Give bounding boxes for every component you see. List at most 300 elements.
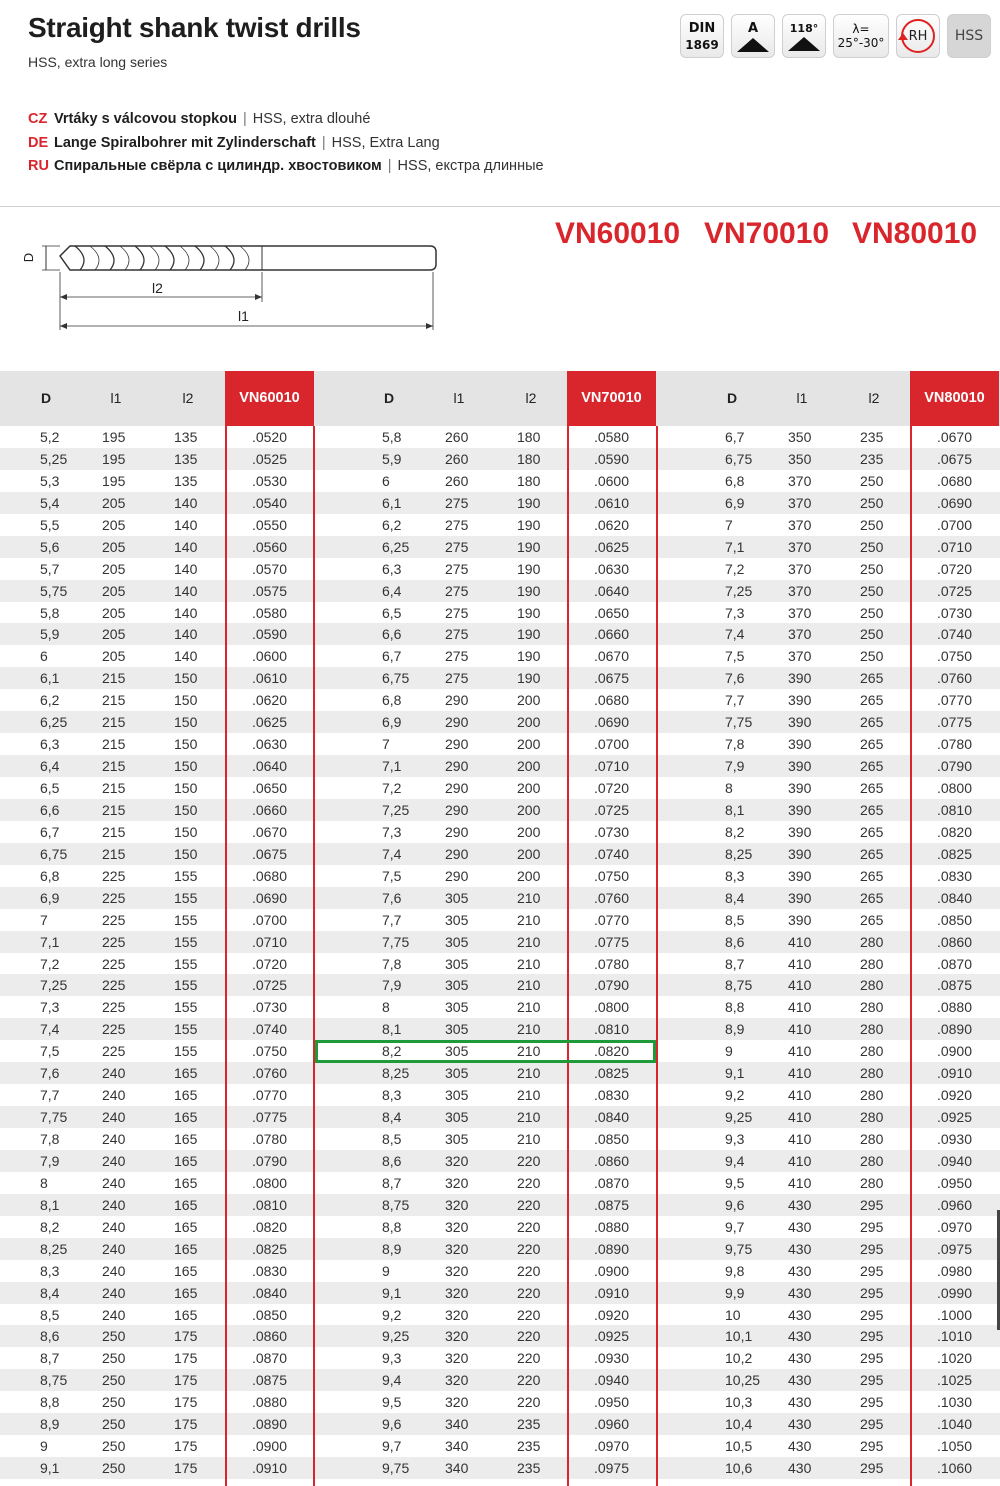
table-cell: .1025	[936, 1372, 973, 1389]
table-cell: 290	[445, 845, 469, 862]
table-cell: 7,6	[382, 889, 402, 906]
table-cell: .0670	[251, 823, 288, 840]
table-cell: 155	[174, 911, 198, 928]
table-cell: .0820	[936, 823, 973, 840]
table-cell: 6,8	[382, 692, 402, 709]
table-row	[0, 1150, 1000, 1172]
table-row	[0, 1435, 1000, 1457]
table-cell: 5,8	[40, 604, 60, 621]
angle-shape-icon	[788, 37, 820, 51]
table-cell: 6,5	[40, 780, 60, 796]
table-row	[0, 777, 1000, 799]
drill-drawing	[20, 222, 450, 342]
table-body	[0, 426, 1000, 1479]
lang-line-de	[28, 135, 440, 151]
table-cell: .0575	[251, 582, 288, 599]
table-cell: .0960	[936, 1196, 973, 1213]
table-cell: 7,6	[725, 670, 745, 687]
din-number: 1869	[685, 37, 719, 52]
table-cell: 340	[445, 1416, 469, 1433]
table-cell: 7,75	[382, 933, 410, 950]
table-cell: .0860	[251, 1328, 288, 1345]
table-cell: 250	[860, 604, 884, 621]
table-cell: 220	[517, 1218, 541, 1235]
table-row	[0, 1194, 1000, 1216]
table-cell: 9,1	[725, 1065, 745, 1082]
l2-label: l2	[152, 280, 163, 296]
table-cell: 275	[445, 604, 469, 621]
table-cell: 140	[174, 604, 198, 621]
table-row	[0, 865, 1000, 887]
table-cell: 240	[102, 1306, 126, 1323]
table-cell: 150	[174, 714, 198, 731]
table-cell: 305	[445, 955, 469, 972]
table-cell: 8	[40, 1174, 48, 1191]
table-cell: 150	[174, 758, 198, 775]
table-cell: 7,25	[40, 977, 68, 994]
table-cell: 6,9	[382, 714, 402, 731]
table-cell: 410	[788, 1043, 812, 1060]
table-cell: 320	[445, 1152, 469, 1169]
table-cell: 240	[102, 1131, 126, 1147]
series-code-3: VN80010	[852, 217, 978, 250]
lang-desc: HSS, Extra Lang	[331, 135, 440, 151]
table-cell: 165	[174, 1087, 198, 1104]
table-cell: 200	[517, 714, 541, 731]
table-cell: 190	[517, 648, 541, 665]
table-cell: 290	[445, 736, 469, 753]
table-cell: 210	[517, 1087, 541, 1104]
table-cell: 8,3	[40, 1262, 60, 1279]
table-cell: 140	[174, 538, 198, 555]
table-cell: .0940	[936, 1152, 973, 1169]
table-cell: 200	[517, 692, 541, 709]
table-cell: .0710	[593, 758, 630, 775]
table-cell: 10,6	[725, 1460, 753, 1477]
table-cell: .0800	[936, 780, 973, 796]
column-divider	[313, 426, 315, 1486]
table-cell: 280	[860, 1043, 884, 1060]
table-cell: 370	[788, 472, 812, 489]
helix-angle-badge	[833, 14, 889, 58]
table-cell: 410	[788, 1021, 812, 1038]
table-cell: 215	[102, 714, 126, 731]
table-cell: .0690	[593, 714, 630, 731]
table-cell: 240	[102, 1262, 126, 1279]
table-cell: .0710	[251, 933, 288, 950]
table-cell: 175	[174, 1350, 198, 1367]
din-badge	[680, 14, 724, 58]
table-cell: 235	[517, 1460, 541, 1477]
table-cell: 180	[517, 429, 541, 445]
table-cell: 155	[174, 889, 198, 906]
table-cell: 260	[445, 472, 469, 489]
table-cell: 7,7	[725, 692, 745, 709]
table-cell: 370	[788, 648, 812, 665]
table-cell: .0775	[593, 933, 630, 950]
table-cell: .0600	[593, 472, 630, 489]
table-cell: 280	[860, 1065, 884, 1082]
table-cell: 190	[517, 582, 541, 599]
table-row	[0, 821, 1000, 843]
table-cell: 140	[174, 582, 198, 599]
table-cell: 295	[860, 1438, 884, 1455]
table-cell: .0560	[251, 538, 288, 555]
table-cell: .0690	[251, 889, 288, 906]
table-row	[0, 1347, 1000, 1369]
table-cell: 235	[517, 1416, 541, 1433]
table-cell: 225	[102, 999, 126, 1016]
table-cell: 195	[102, 472, 126, 489]
table-cell: 200	[517, 780, 541, 796]
table-cell: .1040	[936, 1416, 973, 1433]
table-cell: 250	[860, 648, 884, 665]
table-cell: 165	[174, 1218, 198, 1235]
table-cell: 140	[174, 494, 198, 511]
table-cell: 9,9	[725, 1284, 745, 1301]
table-cell: .0810	[936, 801, 973, 818]
table-cell: 6,1	[40, 670, 60, 687]
table-cell: 8,1	[40, 1196, 60, 1213]
table-cell: .0625	[593, 538, 630, 555]
table-cell: .0825	[936, 845, 973, 862]
table-cell: 350	[788, 429, 812, 445]
col-header-d: D	[383, 390, 395, 406]
table-cell: 9,8	[725, 1262, 745, 1279]
table-cell: 200	[517, 801, 541, 818]
table-cell: 7,8	[40, 1131, 60, 1147]
table-cell: .0730	[936, 604, 973, 621]
table-cell: 240	[102, 1087, 126, 1104]
table-cell: .0850	[593, 1131, 630, 1147]
table-cell: 260	[445, 450, 469, 467]
table-cell: 165	[174, 1196, 198, 1213]
table-cell: .0910	[936, 1065, 973, 1082]
table-cell: 9	[382, 1262, 390, 1279]
table-cell: 9,2	[382, 1306, 402, 1323]
table-cell: 290	[445, 780, 469, 796]
table-cell: 6,25	[382, 538, 410, 555]
table-cell: 165	[174, 1131, 198, 1147]
table-row	[0, 667, 1000, 689]
table-cell: 305	[445, 1087, 469, 1104]
table-cell: 165	[174, 1152, 198, 1169]
table-cell: 9,2	[725, 1087, 745, 1104]
table-cell: 320	[445, 1262, 469, 1279]
table-cell: 150	[174, 692, 198, 709]
table-cell: .0570	[251, 560, 288, 577]
table-cell: 175	[174, 1416, 198, 1433]
section-divider	[0, 206, 1000, 207]
table-cell: 275	[445, 648, 469, 665]
table-cell: 6,6	[382, 626, 402, 643]
table-cell: 6,5	[382, 604, 402, 621]
table-row	[0, 1391, 1000, 1413]
table-cell: 150	[174, 845, 198, 862]
table-cell: 8,6	[725, 933, 745, 950]
col-header-vn70010: VN70010	[567, 371, 656, 426]
table-cell: 215	[102, 823, 126, 840]
table-cell: 205	[102, 494, 126, 511]
table-cell: .0980	[936, 1262, 973, 1279]
table-cell: 9,75	[725, 1240, 753, 1257]
table-cell: 8,3	[382, 1087, 402, 1104]
table-row	[0, 887, 1000, 909]
table-cell: 140	[174, 560, 198, 577]
table-cell: 190	[517, 494, 541, 511]
table-cell: 225	[102, 933, 126, 950]
table-cell: 430	[788, 1438, 812, 1455]
highlighted-row-box	[315, 1040, 656, 1063]
table-cell: .0580	[593, 429, 630, 445]
table-cell: 5,6	[40, 538, 60, 555]
table-cell: 240	[102, 1109, 126, 1126]
table-cell: 250	[860, 516, 884, 533]
table-row	[0, 1106, 1000, 1128]
lang-name: Lange Spiralbohrer mit Zylinderschaft	[54, 135, 316, 151]
table-cell: .0720	[936, 560, 973, 577]
table-cell: .1060	[936, 1460, 973, 1477]
table-cell: .0640	[251, 758, 288, 775]
table-cell: .0910	[593, 1284, 630, 1301]
table-cell: 6,8	[40, 867, 60, 884]
table-cell: .0890	[251, 1416, 288, 1433]
lang-line-ru	[28, 158, 544, 174]
table-row	[0, 1172, 1000, 1194]
table-cell: 9,3	[382, 1350, 402, 1367]
table-row	[0, 1457, 1000, 1479]
table-cell: 210	[517, 889, 541, 906]
table-cell: 5,9	[40, 626, 60, 643]
table-cell: 6,2	[40, 692, 60, 709]
table-cell: 370	[788, 516, 812, 533]
table-cell: 7,5	[40, 1043, 60, 1060]
table-cell: 275	[445, 560, 469, 577]
table-cell: .1000	[936, 1306, 973, 1323]
table-cell: .0825	[593, 1065, 630, 1082]
table-cell: 175	[174, 1372, 198, 1389]
table-cell: 390	[788, 845, 812, 862]
table-cell: .0590	[593, 450, 630, 467]
table-cell: 225	[102, 911, 126, 928]
col-header-l2: l2	[525, 390, 537, 406]
table-row	[0, 1238, 1000, 1260]
column-divider	[656, 426, 658, 1486]
table-cell: 265	[860, 845, 884, 862]
table-cell: 6,75	[382, 670, 410, 687]
table-cell: 390	[788, 801, 812, 818]
table-cell: 190	[517, 670, 541, 687]
hss-label: HSS	[954, 28, 984, 44]
table-cell: 305	[445, 1065, 469, 1082]
table-cell: 305	[445, 977, 469, 994]
table-cell: 7,1	[725, 538, 745, 555]
table-cell: 7,3	[725, 604, 745, 621]
table-cell: 410	[788, 1131, 812, 1147]
table-cell: 305	[445, 1021, 469, 1038]
table-cell: 250	[860, 472, 884, 489]
table-cell: 6,75	[725, 450, 753, 467]
table-cell: .0950	[593, 1394, 630, 1411]
table-cell: 265	[860, 670, 884, 687]
table-cell: .0675	[251, 845, 288, 862]
table-cell: 6,3	[40, 736, 60, 753]
table-row	[0, 996, 1000, 1018]
table-cell: 7,1	[40, 933, 60, 950]
table-row	[0, 448, 1000, 470]
table-cell: 200	[517, 823, 541, 840]
column-divider	[225, 426, 227, 1486]
table-cell: .0880	[251, 1394, 288, 1411]
table-cell: 7,2	[725, 560, 745, 577]
table-cell: 7,2	[382, 780, 402, 796]
table-cell: .0530	[251, 472, 288, 489]
table-cell: 7,25	[725, 582, 753, 599]
table-cell: 210	[517, 911, 541, 928]
table-cell: 135	[174, 472, 198, 489]
table-cell: 430	[788, 1240, 812, 1257]
table-cell: 190	[517, 560, 541, 577]
table-cell: .0630	[251, 736, 288, 753]
table-cell: 8,8	[382, 1218, 402, 1235]
table-cell: 8,5	[40, 1306, 60, 1323]
table-cell: 7,75	[725, 714, 753, 731]
table-cell: 290	[445, 758, 469, 775]
table-cell: .0740	[936, 626, 973, 643]
table-cell: .1010	[936, 1328, 973, 1345]
table-cell: 165	[174, 1306, 198, 1323]
table-cell: 9,25	[725, 1109, 753, 1126]
table-cell: .0740	[593, 845, 630, 862]
table-cell: 8,6	[382, 1152, 402, 1169]
table-cell: 295	[860, 1460, 884, 1477]
table-cell: 220	[517, 1394, 541, 1411]
table-cell: 7,5	[382, 867, 402, 884]
table-row	[0, 1325, 1000, 1347]
table-cell: .0875	[593, 1196, 630, 1213]
table-row	[0, 602, 1000, 624]
table-cell: 320	[445, 1372, 469, 1389]
table-cell: .0925	[936, 1109, 973, 1126]
table-cell: 180	[517, 450, 541, 467]
table-cell: 295	[860, 1416, 884, 1433]
table-cell: 7,8	[725, 736, 745, 753]
table-cell: 240	[102, 1284, 126, 1301]
table-cell: 280	[860, 977, 884, 994]
table-cell: 8,1	[382, 1021, 402, 1038]
table-cell: 410	[788, 1174, 812, 1191]
table-cell: 210	[517, 955, 541, 972]
table-cell: 235	[860, 429, 884, 445]
table-cell: 215	[102, 801, 126, 818]
table-row	[0, 733, 1000, 755]
table-cell: 340	[445, 1438, 469, 1455]
table-cell: 9,3	[725, 1131, 745, 1147]
table-cell: 8,7	[725, 955, 745, 972]
table-cell: 390	[788, 889, 812, 906]
table-cell: 430	[788, 1394, 812, 1411]
table-cell: .0620	[251, 692, 288, 709]
table-cell: 8,1	[725, 801, 745, 818]
table-cell: .0830	[593, 1087, 630, 1104]
series-code-1: VN60010	[555, 217, 681, 250]
table-cell: .0770	[593, 911, 630, 928]
table-cell: .0675	[936, 450, 973, 467]
table-row	[0, 711, 1000, 733]
table-cell: 265	[860, 889, 884, 906]
table-cell: 390	[788, 911, 812, 928]
table-cell: .0700	[251, 911, 288, 928]
table-cell: 210	[517, 999, 541, 1016]
table-row	[0, 1260, 1000, 1282]
col-header-l2: l2	[182, 390, 194, 406]
table-cell: 370	[788, 582, 812, 599]
table-cell: 5,25	[40, 450, 68, 467]
table-cell: 370	[788, 538, 812, 555]
table-cell: 155	[174, 1021, 198, 1038]
table-cell: 225	[102, 889, 126, 906]
table-cell: 175	[174, 1394, 198, 1411]
table-cell: .0890	[593, 1240, 630, 1257]
table-cell: 240	[102, 1196, 126, 1213]
lang-name: Спиральные свёрла с цилиндр. хвостовиком	[54, 158, 382, 174]
table-cell: 6	[382, 472, 390, 489]
table-cell: 9,4	[382, 1372, 402, 1389]
table-cell: 265	[860, 823, 884, 840]
table-cell: 7	[725, 516, 733, 533]
table-cell: .0880	[936, 999, 973, 1016]
table-cell: 275	[445, 516, 469, 533]
col-header-l1: l1	[453, 390, 465, 406]
table-cell: .0900	[936, 1043, 973, 1060]
table-cell: 10,25	[725, 1372, 761, 1389]
table-cell: 295	[860, 1240, 884, 1257]
table-cell: 370	[788, 604, 812, 621]
table-cell: 410	[788, 933, 812, 950]
table-row	[0, 1128, 1000, 1150]
table-cell: 8,75	[382, 1196, 410, 1213]
table-cell: 7	[40, 911, 48, 928]
table-cell: 370	[788, 626, 812, 643]
table-cell: 265	[860, 801, 884, 818]
table-cell: .0940	[593, 1372, 630, 1389]
table-cell: 6,2	[382, 516, 402, 533]
table-cell: 280	[860, 933, 884, 950]
table-cell: 8,8	[725, 999, 745, 1016]
table-row	[0, 623, 1000, 645]
table-cell: 290	[445, 692, 469, 709]
lambda-label: λ=	[852, 22, 870, 36]
table-cell: .0670	[593, 648, 630, 665]
table-row	[0, 645, 1000, 667]
table-cell: 225	[102, 955, 126, 972]
table-cell: 235	[860, 450, 884, 467]
table-cell: 9,25	[382, 1328, 410, 1345]
table-cell: .0800	[593, 999, 630, 1016]
table-row	[0, 909, 1000, 931]
table-cell: 205	[102, 626, 126, 643]
table-cell: 8,2	[725, 823, 745, 840]
table-cell: .0720	[593, 780, 630, 796]
table-cell: 135	[174, 450, 198, 467]
table-cell: 140	[174, 626, 198, 643]
table-cell: 430	[788, 1372, 812, 1389]
table-cell: 305	[445, 911, 469, 928]
table-cell: .0625	[251, 714, 288, 731]
table-cell: 180	[517, 472, 541, 489]
table-cell: 200	[517, 758, 541, 775]
table-cell: 9,5	[725, 1174, 745, 1191]
